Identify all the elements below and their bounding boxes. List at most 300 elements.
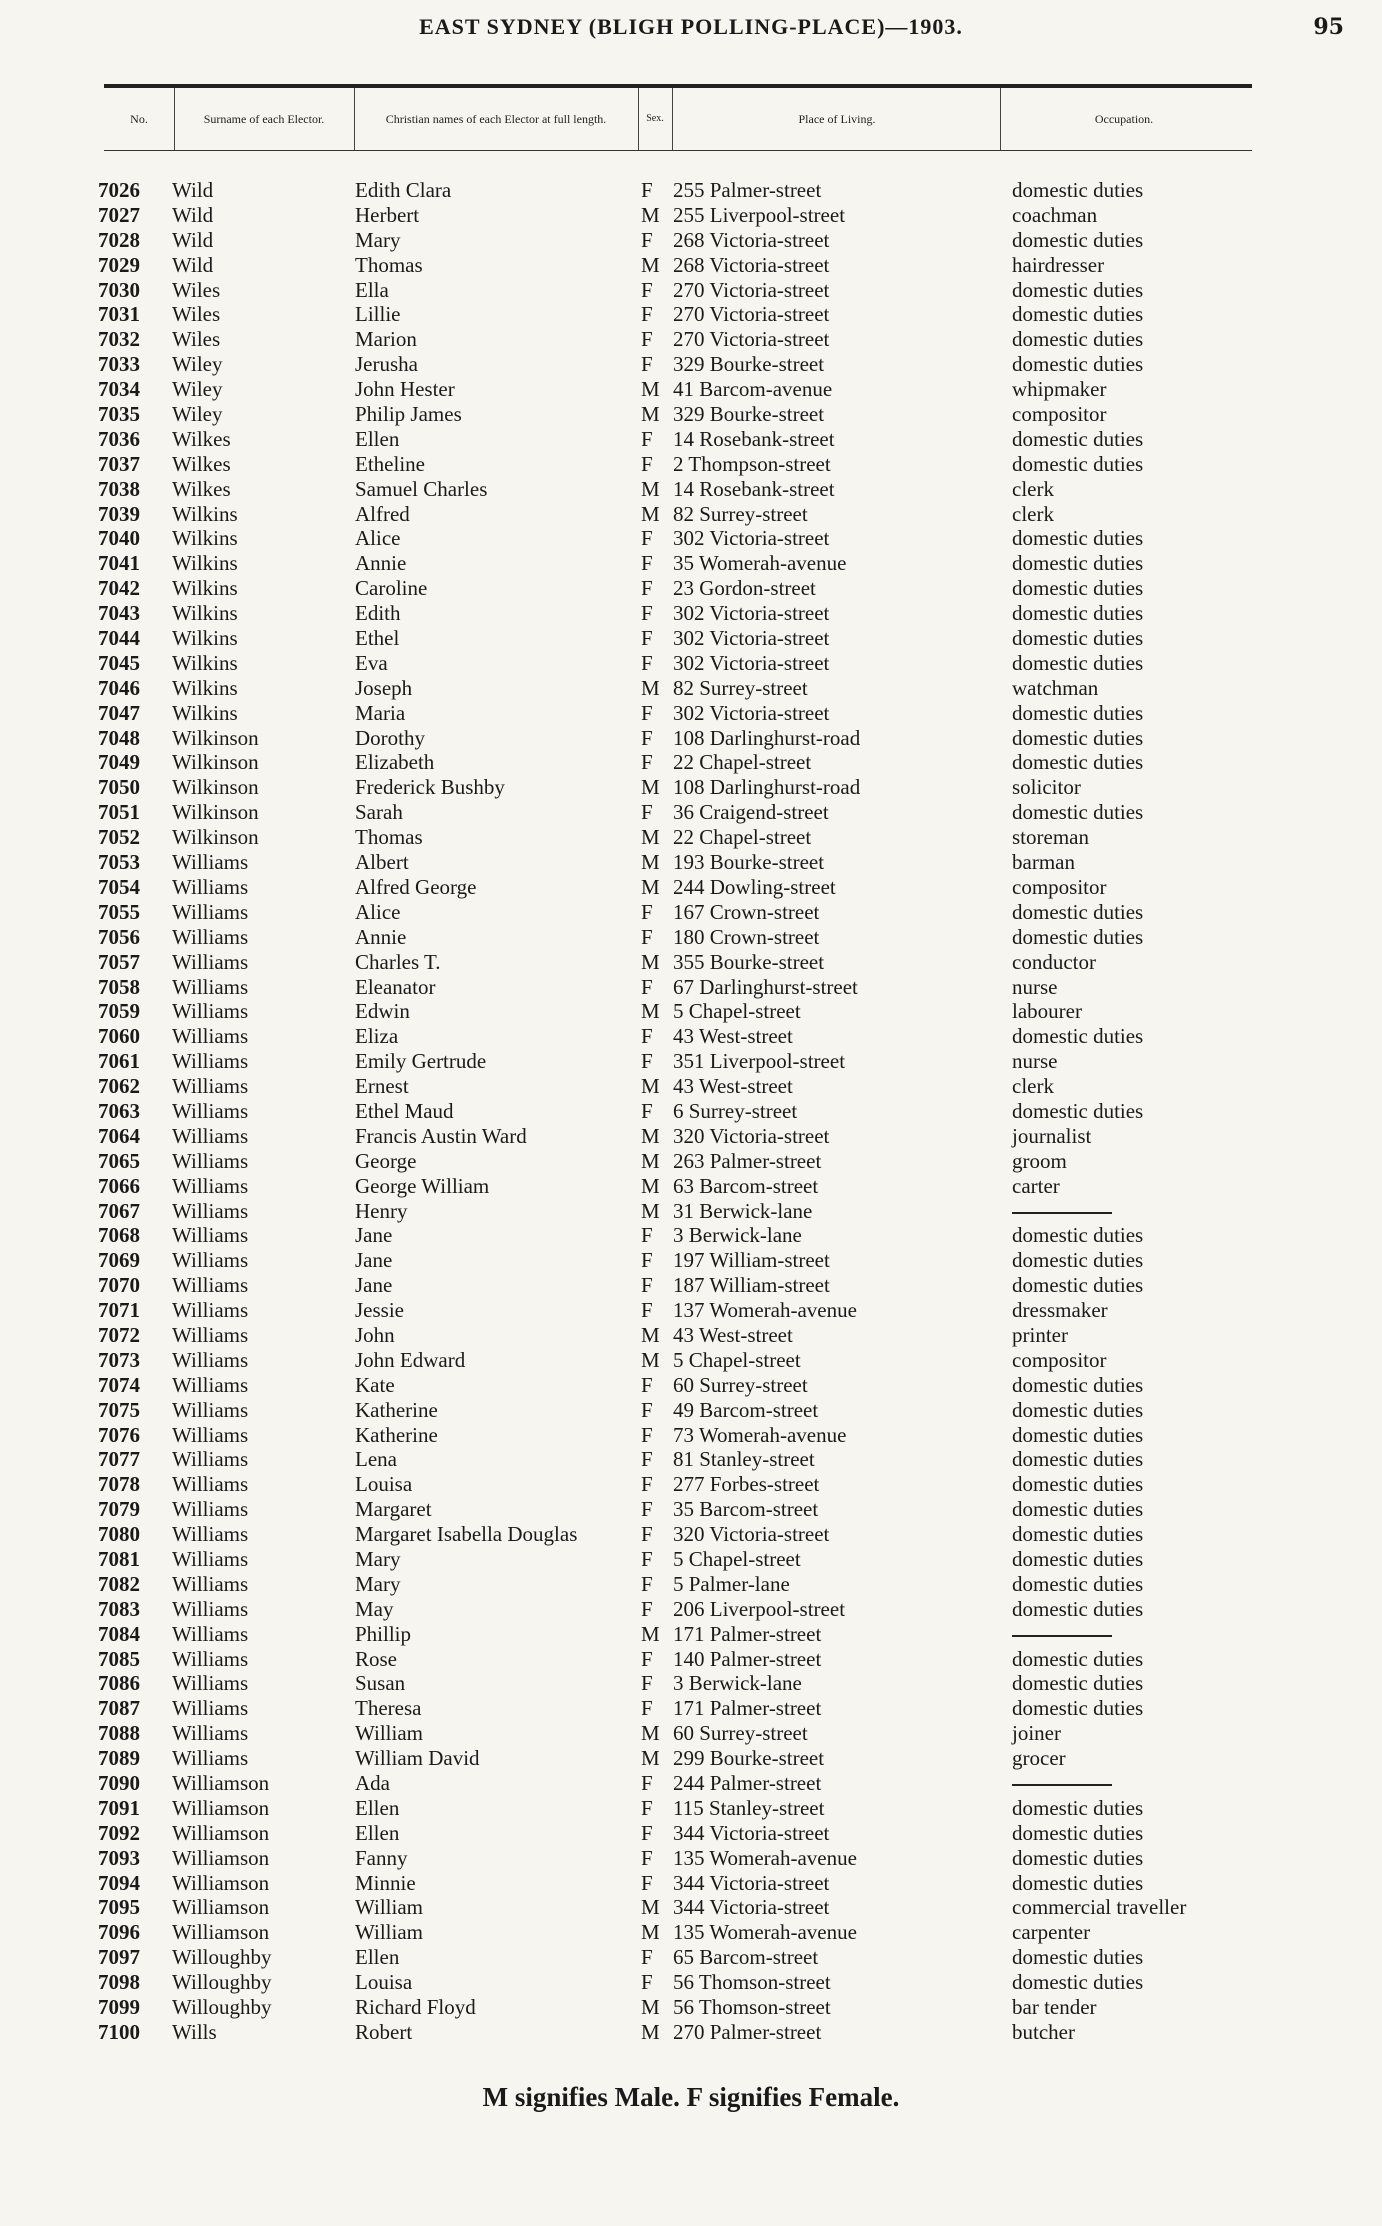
elector-place-of-living: 36 Craigend-street (673, 800, 829, 825)
elector-christian-names: John Hester (355, 377, 455, 402)
elector-number: 7067 (98, 1198, 140, 1223)
elector-place-of-living: 43 West-street (673, 1074, 793, 1099)
elector-number: 7087 (98, 1696, 140, 1721)
elector-occupation: domestic duties (1012, 352, 1144, 377)
elector-christian-names: Alice (355, 899, 401, 924)
elector-christian-names: Ellen (355, 1820, 400, 1845)
elector-surname: Williams (172, 1049, 249, 1074)
elector-christian-names: Emily Gertrude (355, 1049, 487, 1074)
occupation-blank-dash (1012, 1212, 1112, 1214)
elector-sex: M (641, 377, 660, 402)
elector-sex: F (641, 974, 653, 999)
elector-surname: Williamson (172, 1895, 270, 1920)
elector-surname: Wilkinson (172, 825, 259, 850)
elector-christian-names: William (355, 1920, 423, 1945)
elector-sex: M (641, 1347, 660, 1372)
elector-surname: Wilkinson (172, 750, 259, 775)
elector-sex: M (641, 402, 660, 427)
elector-sex: M (641, 1198, 660, 1223)
header-rule-top (104, 84, 1252, 88)
elector-surname: Williamson (172, 1771, 270, 1795)
elector-christian-names: William (355, 1895, 423, 1920)
elector-surname: Willoughby (172, 1995, 272, 2020)
elector-occupation: domestic duties (1012, 1397, 1144, 1422)
elector-row (0, 850, 1382, 875)
elector-surname: Williams (172, 1098, 249, 1123)
elector-row (0, 676, 1382, 701)
elector-sex: F (641, 1298, 653, 1323)
elector-row (0, 452, 1382, 477)
elector-row (0, 726, 1382, 751)
elector-occupation: clerk (1012, 476, 1054, 501)
elector-place-of-living: 355 Bourke-street (673, 949, 825, 974)
elector-number: 7062 (98, 1074, 140, 1099)
elector-place-of-living: 31 Berwick-lane (673, 1198, 813, 1223)
elector-sex: F (641, 1223, 653, 1248)
elector-sex: F (641, 1945, 653, 1970)
elector-christian-names: Joseph (355, 675, 413, 700)
elector-christian-names: Marion (355, 327, 417, 352)
elector-number: 7042 (98, 576, 140, 601)
elector-row (0, 1323, 1382, 1348)
elector-sex: F (641, 1522, 653, 1547)
elector-place-of-living: 197 William-street (673, 1248, 830, 1273)
elector-christian-names: Annie (355, 924, 407, 949)
elector-surname: Williams (172, 1148, 249, 1173)
elector-christian-names: Ada (355, 1771, 390, 1795)
elector-christian-names: Samuel Charles (355, 476, 488, 501)
elector-row (0, 1796, 1382, 1821)
elector-christian-names: Ethel Maud (355, 1098, 454, 1123)
elector-row (0, 352, 1382, 377)
elector-occupation: domestic duties (1012, 1098, 1144, 1123)
elector-sex: F (641, 1845, 653, 1870)
elector-place-of-living: 108 Darlinghurst-road (673, 775, 861, 800)
elector-row (0, 1696, 1382, 1721)
elector-place-of-living: 171 Palmer-street (673, 1621, 822, 1646)
elector-number: 7064 (98, 1123, 140, 1148)
elector-row (0, 1497, 1382, 1522)
elector-sex: F (641, 1820, 653, 1845)
elector-row (0, 975, 1382, 1000)
elector-occupation: printer (1012, 1322, 1068, 1347)
elector-row (0, 1472, 1382, 1497)
elector-christian-names: Ellen (355, 426, 400, 451)
elector-sex: F (641, 1372, 653, 1397)
elector-number: 7026 (98, 178, 140, 202)
elector-sex: M (641, 949, 660, 974)
elector-occupation: domestic duties (1012, 277, 1144, 302)
elector-christian-names: Etheline (355, 451, 425, 476)
elector-christian-names: Alice (355, 526, 401, 551)
elector-surname: Wiley (172, 377, 223, 402)
elector-number: 7096 (98, 1920, 140, 1945)
elector-number: 7040 (98, 526, 140, 551)
column-header-surname: Surname of each Elector. (203, 112, 325, 126)
elector-surname: Williams (172, 1447, 249, 1472)
elector-sex: M (641, 1173, 660, 1198)
elector-number: 7068 (98, 1223, 140, 1248)
elector-number: 7033 (98, 352, 140, 377)
elector-sex: M (641, 1322, 660, 1347)
elector-sex: F (641, 451, 653, 476)
elector-number: 7079 (98, 1497, 140, 1522)
elector-surname: Wilkes (172, 451, 231, 476)
elector-row (0, 825, 1382, 850)
elector-number: 7039 (98, 501, 140, 526)
elector-occupation: coachman (1012, 202, 1098, 227)
elector-occupation: domestic duties (1012, 1546, 1144, 1571)
elector-occupation: domestic duties (1012, 1671, 1144, 1696)
elector-row (0, 228, 1382, 253)
elector-christian-names: May (355, 1596, 394, 1621)
elector-number: 7061 (98, 1049, 140, 1074)
elector-occupation: compositor (1012, 874, 1107, 899)
elector-christian-names: Louisa (355, 1472, 413, 1497)
elector-surname: Williams (172, 1472, 249, 1497)
elector-sex: M (641, 675, 660, 700)
elector-row (0, 178, 1382, 203)
elector-occupation: domestic duties (1012, 1696, 1144, 1721)
elector-sex: M (641, 850, 660, 875)
elector-christian-names: Louisa (355, 1970, 413, 1995)
elector-sex: F (641, 1671, 653, 1696)
column-header-occupation: Occupation. (1094, 112, 1154, 126)
elector-place-of-living: 35 Barcom-street (673, 1497, 819, 1522)
elector-christian-names: Alfred (355, 501, 410, 526)
elector-sex: M (641, 775, 660, 800)
elector-place-of-living: 270 Victoria-street (673, 302, 830, 327)
elector-place-of-living: 5 Chapel-street (673, 1347, 801, 1372)
elector-occupation: domestic duties (1012, 1970, 1144, 1995)
elector-christian-names: Katherine (355, 1397, 438, 1422)
elector-sex: F (641, 551, 653, 576)
elector-row (0, 1771, 1382, 1796)
elector-number: 7056 (98, 924, 140, 949)
elector-place-of-living: 171 Palmer-street (673, 1696, 822, 1721)
elector-number: 7058 (98, 974, 140, 999)
elector-place-of-living: 3 Berwick-lane (673, 1671, 802, 1696)
elector-row (0, 601, 1382, 626)
elector-number: 7043 (98, 601, 140, 626)
elector-surname: Wiles (172, 327, 221, 352)
elector-occupation (1012, 1199, 1112, 1224)
elector-christian-names: Phillip (355, 1621, 412, 1646)
elector-occupation: domestic duties (1012, 1646, 1144, 1671)
elector-surname: Williams (172, 1721, 249, 1746)
elector-sex: M (641, 874, 660, 899)
elector-place-of-living: 23 Gordon-street (673, 576, 816, 601)
elector-christian-names: Eva (355, 650, 388, 675)
elector-number: 7031 (98, 302, 140, 327)
elector-number: 7081 (98, 1546, 140, 1571)
elector-number: 7069 (98, 1248, 140, 1273)
elector-place-of-living: 115 Stanley-street (673, 1795, 825, 1820)
elector-row (0, 1522, 1382, 1547)
elector-row (0, 651, 1382, 676)
elector-place-of-living: 193 Bourke-street (673, 850, 825, 875)
elector-number: 7059 (98, 999, 140, 1024)
elector-sex: F (641, 277, 653, 302)
elector-number: 7100 (98, 2019, 140, 2044)
elector-christian-names: Jerusha (355, 352, 418, 377)
elector-place-of-living: 49 Barcom-street (673, 1397, 819, 1422)
elector-occupation: compositor (1012, 402, 1107, 427)
elector-surname: Williams (172, 1347, 249, 1372)
elector-place-of-living: 14 Rosebank-street (673, 426, 835, 451)
elector-occupation: dressmaker (1012, 1298, 1108, 1323)
elector-christian-names: Lena (355, 1447, 397, 1472)
elector-sex: F (641, 1024, 653, 1049)
elector-sex: F (641, 800, 653, 825)
elector-sex: M (641, 1721, 660, 1746)
elector-number: 7076 (98, 1422, 140, 1447)
elector-row (0, 1895, 1382, 1920)
elector-row (0, 1149, 1382, 1174)
elector-number: 7047 (98, 700, 140, 725)
elector-occupation: domestic duties (1012, 1522, 1144, 1547)
elector-row (0, 1945, 1382, 1970)
elector-surname: Williams (172, 1422, 249, 1447)
elector-number: 7073 (98, 1347, 140, 1372)
elector-row (0, 626, 1382, 651)
elector-row (0, 1447, 1382, 1472)
elector-sex: F (641, 327, 653, 352)
elector-row (0, 1597, 1382, 1622)
elector-number: 7055 (98, 899, 140, 924)
elector-surname: Wilkins (172, 501, 238, 526)
elector-christian-names: George William (355, 1173, 490, 1198)
elector-occupation: domestic duties (1012, 1422, 1144, 1447)
elector-row (0, 999, 1382, 1024)
elector-row (0, 750, 1382, 775)
elector-number: 7077 (98, 1447, 140, 1472)
elector-row (0, 875, 1382, 900)
elector-row (0, 900, 1382, 925)
elector-row (0, 1273, 1382, 1298)
elector-row (0, 502, 1382, 527)
elector-sex: F (641, 1098, 653, 1123)
elector-occupation: domestic duties (1012, 1372, 1144, 1397)
elector-surname: Williamson (172, 1920, 270, 1945)
elector-sex: F (641, 700, 653, 725)
elector-row (0, 1174, 1382, 1199)
elector-christian-names: Kate (355, 1372, 395, 1397)
elector-place-of-living: 255 Liverpool-street (673, 202, 846, 227)
column-divider (354, 88, 355, 150)
elector-row (0, 1821, 1382, 1846)
elector-occupation: domestic duties (1012, 1447, 1144, 1472)
elector-place-of-living: 299 Bourke-street (673, 1746, 825, 1771)
elector-occupation: domestic duties (1012, 1223, 1144, 1248)
elector-sex: F (641, 227, 653, 252)
elector-occupation: conductor (1012, 949, 1096, 974)
elector-place-of-living: 302 Victoria-street (673, 601, 830, 626)
elector-number: 7085 (98, 1646, 140, 1671)
elector-place-of-living: 43 West-street (673, 1024, 793, 1049)
elector-surname: Wills (172, 2019, 217, 2044)
elector-christian-names: Richard Floyd (355, 1995, 476, 2020)
elector-sex: F (641, 526, 653, 551)
elector-sex: M (641, 825, 660, 850)
elector-occupation: domestic duties (1012, 601, 1144, 626)
elector-row (0, 1074, 1382, 1099)
elector-number: 7050 (98, 775, 140, 800)
elector-occupation: domestic duties (1012, 1795, 1144, 1820)
elector-sex: M (641, 2019, 660, 2044)
elector-surname: Willoughby (172, 1970, 272, 1995)
page-header (0, 14, 1382, 54)
elector-number: 7053 (98, 850, 140, 875)
elector-christian-names: Mary (355, 1571, 401, 1596)
elector-surname: Wiles (172, 302, 221, 327)
elector-number: 7065 (98, 1148, 140, 1173)
elector-sex: F (641, 1397, 653, 1422)
elector-number: 7038 (98, 476, 140, 501)
elector-number: 7090 (98, 1771, 140, 1795)
elector-sex: F (641, 626, 653, 651)
elector-surname: Williams (172, 1546, 249, 1571)
elector-christian-names: Jessie (355, 1298, 404, 1323)
elector-surname: Wild (172, 202, 214, 227)
occupation-blank-dash (1012, 1635, 1112, 1637)
elector-row (0, 1223, 1382, 1248)
elector-number: 7078 (98, 1472, 140, 1497)
elector-place-of-living: 244 Palmer-street (673, 1771, 822, 1795)
elector-place-of-living: 135 Womerah-avenue (673, 1845, 857, 1870)
elector-surname: Williamson (172, 1820, 270, 1845)
occupation-blank-dash (1012, 1784, 1112, 1786)
elector-surname: Williams (172, 1024, 249, 1049)
elector-surname: Wilkins (172, 650, 238, 675)
elector-surname: Williams (172, 1123, 249, 1148)
elector-sex: M (641, 202, 660, 227)
elector-number: 7044 (98, 626, 140, 651)
column-header-christian-names: Christian names of each Elector at full length. (385, 112, 607, 126)
elector-row (0, 327, 1382, 352)
elector-row (0, 427, 1382, 452)
elector-place-of-living: 60 Surrey-street (673, 1721, 808, 1746)
elector-row (0, 1199, 1382, 1224)
elector-row (0, 701, 1382, 726)
elector-place-of-living: 277 Forbes-street (673, 1472, 820, 1497)
elector-number: 7074 (98, 1372, 140, 1397)
elector-surname: Wiley (172, 352, 223, 377)
elector-row (0, 551, 1382, 576)
elector-christian-names: Albert (355, 850, 409, 875)
elector-christian-names: Robert (355, 2019, 413, 2044)
elector-number: 7089 (98, 1746, 140, 1771)
elector-occupation: domestic duties (1012, 1820, 1144, 1845)
elector-row (0, 1920, 1382, 1945)
elector-christian-names: Henry (355, 1198, 408, 1223)
elector-christian-names: Ernest (355, 1074, 409, 1099)
elector-number: 7082 (98, 1571, 140, 1596)
elector-place-of-living: 302 Victoria-street (673, 626, 830, 651)
elector-place-of-living: 329 Bourke-street (673, 352, 825, 377)
elector-sex: F (641, 924, 653, 949)
elector-occupation: groom (1012, 1148, 1067, 1173)
elector-christian-names: Alfred George (355, 874, 477, 899)
elector-row (0, 1348, 1382, 1373)
elector-occupation: joiner (1012, 1721, 1061, 1746)
elector-place-of-living: 320 Victoria-street (673, 1123, 830, 1148)
elector-place-of-living: 329 Bourke-street (673, 402, 825, 427)
elector-number: 7093 (98, 1845, 140, 1870)
elector-surname: Wilkins (172, 675, 238, 700)
elector-christian-names: Minnie (355, 1870, 416, 1895)
elector-sex: F (641, 1248, 653, 1273)
elector-sex: F (641, 1795, 653, 1820)
elector-place-of-living: 73 Womerah-avenue (673, 1422, 847, 1447)
elector-sex: M (641, 1920, 660, 1945)
elector-christian-names: Frederick Bushby (355, 775, 505, 800)
elector-surname: Williams (172, 874, 249, 899)
elector-row (0, 950, 1382, 975)
elector-number: 7027 (98, 202, 140, 227)
elector-row (0, 1423, 1382, 1448)
elector-surname: Williams (172, 1746, 249, 1771)
elector-place-of-living: 244 Dowling-street (673, 874, 836, 899)
elector-surname: Williams (172, 1298, 249, 1323)
elector-sex: F (641, 1049, 653, 1074)
elector-list (0, 178, 1382, 2045)
elector-surname: Wild (172, 252, 214, 277)
elector-occupation: butcher (1012, 2019, 1075, 2044)
elector-occupation: solicitor (1012, 775, 1081, 800)
elector-surname: Williams (172, 1173, 249, 1198)
elector-row (0, 1846, 1382, 1871)
elector-occupation: clerk (1012, 1074, 1054, 1099)
elector-number: 7097 (98, 1945, 140, 1970)
elector-occupation: carter (1012, 1173, 1060, 1198)
elector-christian-names: Edwin (355, 999, 410, 1024)
elector-sex: F (641, 725, 653, 750)
elector-place-of-living: 56 Thomson-street (673, 1970, 831, 1995)
elector-sex: F (641, 1571, 653, 1596)
elector-christian-names: William (355, 1721, 423, 1746)
elector-row (0, 1124, 1382, 1149)
elector-christian-names: Annie (355, 551, 407, 576)
elector-place-of-living: 56 Thomson-street (673, 1995, 831, 2020)
elector-surname: Williamson (172, 1870, 270, 1895)
elector-row (0, 800, 1382, 825)
elector-surname: Williams (172, 1671, 249, 1696)
column-header-place: Place of Living. (798, 112, 876, 126)
elector-number: 7028 (98, 227, 140, 252)
elector-surname: Williams (172, 1223, 249, 1248)
elector-christian-names: Philip James (355, 402, 462, 427)
elector-sex: F (641, 1422, 653, 1447)
elector-place-of-living: 81 Stanley-street (673, 1447, 815, 1472)
elector-place-of-living: 255 Palmer-street (673, 178, 822, 202)
page-title: EAST SYDNEY (BLIGH POLLING-PLACE)—1903. (419, 14, 963, 39)
elector-number: 7046 (98, 675, 140, 700)
elector-row (0, 1746, 1382, 1771)
elector-occupation: domestic duties (1012, 526, 1144, 551)
elector-row (0, 253, 1382, 278)
elector-surname: Wilkes (172, 426, 231, 451)
elector-place-of-living: 180 Crown-street (673, 924, 820, 949)
elector-row (0, 925, 1382, 950)
elector-christian-names: John Edward (355, 1347, 466, 1372)
elector-surname: Williams (172, 1198, 249, 1223)
elector-occupation: domestic duties (1012, 1024, 1144, 1049)
elector-occupation: domestic duties (1012, 1596, 1144, 1621)
elector-row (0, 203, 1382, 228)
elector-sex: F (641, 750, 653, 775)
elector-surname: Wiley (172, 402, 223, 427)
